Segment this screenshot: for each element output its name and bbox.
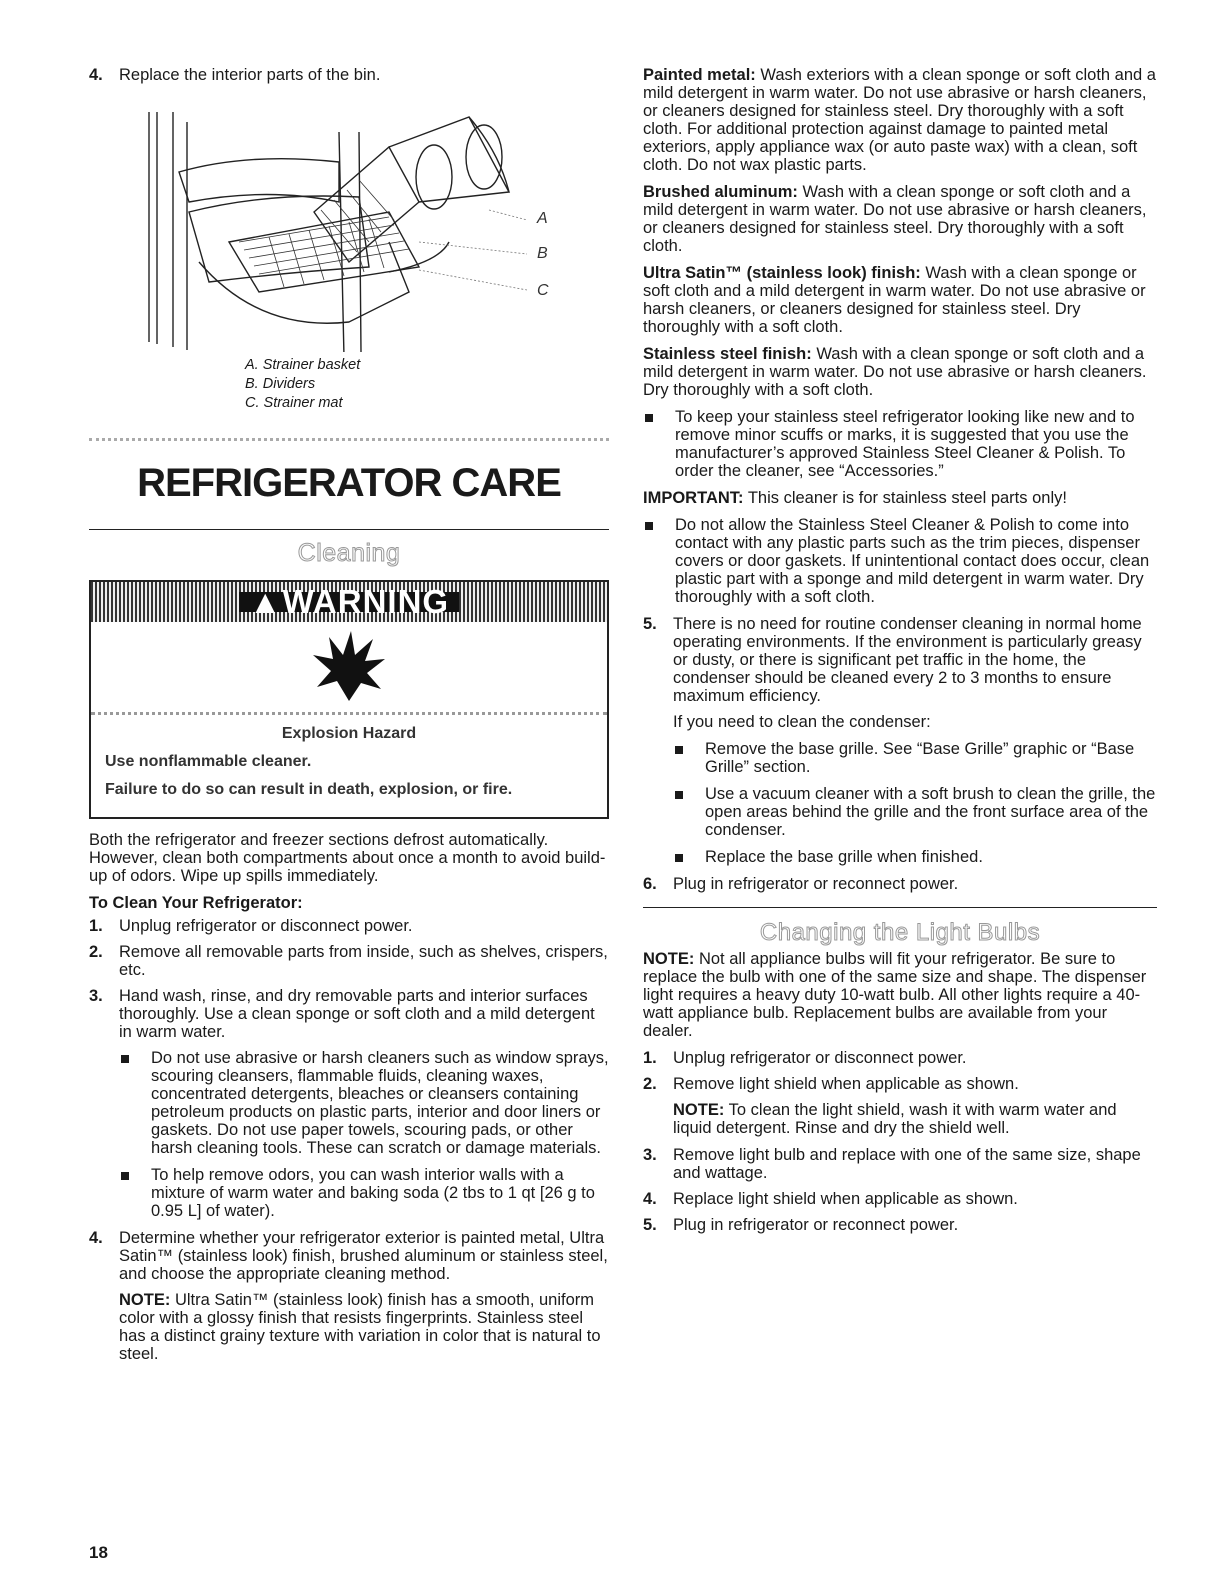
list-item xyxy=(643,408,1157,480)
list-item xyxy=(643,516,1157,606)
bullet-icon xyxy=(673,785,705,839)
bullet-text: To keep your stainless steel refrigerator looking like new and to remove minor scuffs or marks, it is suggested that you use the manufacturer’s approved Stainless Steel Cleaner & Polish. To order the cleaner, see “Accessories.” xyxy=(675,408,1135,480)
strainer-bin-drawing xyxy=(89,92,609,352)
left-column xyxy=(89,66,609,1372)
clean-step-1 xyxy=(89,917,609,935)
step-number: 1. xyxy=(643,1049,657,1067)
note-label: NOTE: xyxy=(673,1101,725,1119)
intro-paragraph: Both the refrigerator and freezer sections defrost automatically. However, clean both compartments about once a month to avoid build-up of odors. Wipe up spills immediately. xyxy=(89,831,606,885)
explosion-icon-area xyxy=(91,622,607,715)
note-label: NOTE: xyxy=(643,950,695,968)
bullet-icon xyxy=(673,848,705,866)
bin-step-4 xyxy=(89,66,609,84)
clean-step-2 xyxy=(89,943,609,979)
step-text: Replace light shield when applicable as shown. xyxy=(673,1190,1018,1208)
important-text: This cleaner is for stainless steel parts only! xyxy=(747,489,1067,507)
bulb-step-2 xyxy=(643,1075,1157,1093)
note-text: Not all appliance bulbs will fit your refrigerator. Be sure to replace the bulb with one of the same size and shape. The dispenser light requires a heavy duty 10-watt bulb. All other lights require a 40-watt appliance bulb. Replacement bulbs are available from your dealer. xyxy=(643,950,1147,1040)
clean-step-3 xyxy=(89,987,609,1041)
warning-header xyxy=(91,582,607,622)
note-text: Ultra Satin™ (stainless look) finish has a smooth, uniform color with a glossy finish that resists fingerprints. Stainless steel has a distinct grainy texture with variation in color that is natural to steel. xyxy=(119,1291,601,1363)
hazard-type: Explosion Hazard xyxy=(281,725,417,742)
caption-b: B. Dividers xyxy=(245,376,316,392)
bullet-icon xyxy=(643,408,675,480)
step-number: 3. xyxy=(89,987,103,1005)
bullet-text: Use a vacuum cleaner with a soft brush to clean the grille, the open areas behind the grille and the front surface area of the condenser. xyxy=(705,785,1156,839)
label-c: C xyxy=(537,282,549,299)
bullet-text: To help remove odors, you can wash interior walls with a mixture of warm water and baking soda (2 tbs to 1 qt [26 g to 0.95 L] of water). xyxy=(151,1166,595,1220)
step-number: 4. xyxy=(89,1229,103,1247)
satin-text: Wash with a clean sponge or soft cloth and a mild detergent in warm water. Do not use abrasive or harsh cleaners, or cleaners designed for stainless steel. Dry thoroughly with a soft cloth. xyxy=(643,264,1146,336)
bullet-text: Do not allow the Stainless Steel Cleaner & Polish to come into contact with any plastic parts such as the trim pieces, dispenser covers or door gaskets. If unintentional contact does occur, clean plastic part with a sponge and mild detergent in warm water. Dry thoroughly with a soft cloth. xyxy=(675,516,1150,606)
condenser-intro: If you need to clean the condenser: xyxy=(673,713,931,731)
step-text: Hand wash, rinse, and dry removable parts and interior surfaces thoroughly. Use a clean sponge or soft cloth and a mild detergent in warm water. xyxy=(119,987,595,1041)
step-number: 6. xyxy=(643,875,657,893)
painted-label: Painted metal: xyxy=(643,66,756,84)
bullet-text: Do not use abrasive or harsh cleaners such as window sprays, scouring cleansers, flammable fluids, cleaning waxes, concentrated detergents, bleaches or cleansers containing petroleum products on plastic parts, interior and door liners or gaskets. Do not use paper towels, scouring pads, or other harsh cleaning tools. These can scratch or damage materials. xyxy=(151,1049,609,1157)
step-number: 4. xyxy=(89,66,103,84)
step-number: 4. xyxy=(643,1190,657,1208)
list-item xyxy=(673,740,1157,776)
warning-body xyxy=(91,715,607,817)
step-number: 5. xyxy=(643,615,657,633)
warning-triangle-icon: ▲ xyxy=(248,583,283,620)
bullet-text: Remove the base grille. See “Base Grille” graphic or “Base Grille” section. xyxy=(705,740,1135,776)
brushed-text: Wash with a clean sponge or soft cloth and a mild detergent in warm water. Do not use abrasive or harsh cleaners, or cleaners designed for stainless steel. Dry thoroughly with a soft cloth. xyxy=(643,183,1147,255)
bullet-icon xyxy=(643,516,675,606)
step-text: Unplug refrigerator or disconnect power. xyxy=(119,917,413,935)
step-text: Remove all removable parts from inside, such as shelves, crispers, etc. xyxy=(119,943,608,979)
step-text: Remove light bulb and replace with one of the same size, shape and wattage. xyxy=(673,1146,1141,1182)
title-rule xyxy=(89,529,609,530)
step-number: 1. xyxy=(89,917,103,935)
brushed-aluminum-paragraph xyxy=(643,183,1157,255)
bulb-step-5 xyxy=(643,1216,1157,1234)
label-a: A xyxy=(537,210,548,227)
clean-heading xyxy=(89,894,609,912)
figure-captions xyxy=(89,356,609,413)
shield-note xyxy=(673,1101,1157,1137)
step-text: Plug in refrigerator or reconnect power. xyxy=(673,1216,959,1234)
important-label: IMPORTANT: xyxy=(643,489,744,507)
section-heading-light-bulbs: Changing the Light Bulbs xyxy=(759,919,1041,946)
brushed-label: Brushed aluminum: xyxy=(643,183,798,201)
explosion-icon xyxy=(309,629,389,705)
list-item xyxy=(119,1166,609,1220)
painted-metal-paragraph xyxy=(643,66,1157,174)
warning-word: WARNING xyxy=(282,583,450,620)
bullet-icon xyxy=(119,1166,151,1220)
bullet-icon xyxy=(673,740,705,776)
satin-label: Ultra Satin™ (stainless look) finish: xyxy=(643,264,921,282)
note-text: To clean the light shield, wash it with warm water and liquid detergent. Rinse and dry the shield well. xyxy=(673,1101,1117,1137)
stainless-paragraph xyxy=(643,345,1157,399)
clean-step-5 xyxy=(643,615,1157,705)
step-text: There is no need for routine condenser cleaning in normal home operating environments. If the environment is particularly greasy or dusty, or there is significant pet traffic in the home, the condenser should be cleaned every 2 to 3 months to ensure maximum efficiency. xyxy=(673,615,1142,705)
warning-box xyxy=(89,580,609,819)
bulb-note xyxy=(643,950,1157,1040)
important-paragraph xyxy=(643,489,1157,507)
right-column xyxy=(643,66,1157,1242)
stainless-text: Wash with a clean sponge or soft cloth and a mild detergent in warm water. Do not use abrasive or harsh cleaners. Dry thoroughly with a soft cloth. xyxy=(643,345,1147,399)
bulb-step-3 xyxy=(643,1146,1157,1182)
caption-a: A. Strainer basket xyxy=(245,357,361,373)
step-number: 2. xyxy=(643,1075,657,1093)
dotted-divider xyxy=(89,438,609,441)
bulb-step-1 xyxy=(643,1049,1157,1067)
clean-step-6 xyxy=(643,875,1157,893)
painted-text: Wash exteriors with a clean sponge or soft cloth and a mild detergent in warm water. Do not use abrasive or harsh cleaners, or cleaners designed for stainless steel. Dry thoroughly with a soft cloth. For additional protection against damage to painted metal exteriors, apply appliance wax (or auto paste wax) with a clean, soft cloth. Do not wax plastic parts. xyxy=(643,66,1156,174)
step-text: Determine whether your refrigerator exterior is painted metal, Ultra Satin™ (stainless look) finish, brushed aluminum or stainless steel, and choose the appropriate cleaning method. xyxy=(119,1229,608,1283)
page-title: REFRIGERATOR CARE xyxy=(137,461,561,505)
list-item xyxy=(673,785,1157,839)
label-b: B xyxy=(537,245,548,262)
step-number: 2. xyxy=(89,943,103,961)
note-label: NOTE: xyxy=(119,1291,171,1309)
step-text: Unplug refrigerator or disconnect power. xyxy=(673,1049,967,1067)
bullet-icon xyxy=(119,1049,151,1157)
section-heading-cleaning: Cleaning xyxy=(297,539,401,567)
step-text: Remove light shield when applicable as shown. xyxy=(673,1075,1019,1093)
step3-bullets xyxy=(119,1049,609,1220)
section-rule xyxy=(643,907,1157,908)
warning-title xyxy=(239,583,459,620)
caption-c: C. Strainer mat xyxy=(245,395,343,411)
stainless-label: Stainless steel finish: xyxy=(643,345,812,363)
warning-consequence: Failure to do so can result in death, explosion, or fire. xyxy=(105,781,513,798)
bullet-text: Replace the base grille when finished. xyxy=(705,848,983,866)
step-text: Plug in refrigerator or reconnect power. xyxy=(673,875,959,893)
list-item xyxy=(119,1049,609,1157)
page-number: 18 xyxy=(89,1543,108,1562)
list-item xyxy=(673,848,1157,866)
ultra-satin-paragraph xyxy=(643,264,1157,336)
step-text: Replace the interior parts of the bin. xyxy=(119,66,381,84)
step-number: 5. xyxy=(643,1216,657,1234)
bulb-step-4 xyxy=(643,1190,1157,1208)
condenser-bullets xyxy=(673,740,1157,866)
clean-heading-text: To Clean Your Refrigerator: xyxy=(89,894,303,912)
bin-illustration xyxy=(89,92,609,352)
clean-step-4 xyxy=(89,1229,609,1283)
step-number: 3. xyxy=(643,1146,657,1164)
warning-instruction: Use nonflammable cleaner. xyxy=(105,753,312,770)
finish-note xyxy=(119,1291,609,1363)
